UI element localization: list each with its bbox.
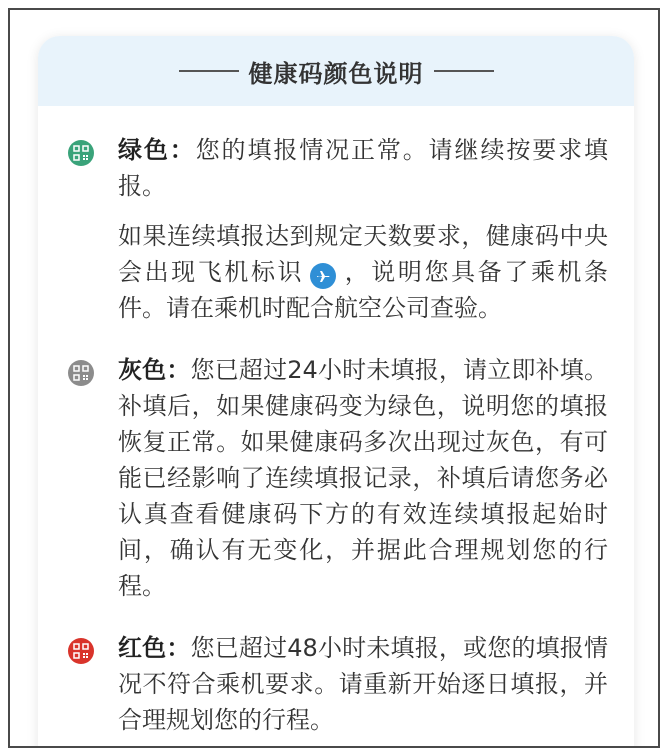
health-code-info-card	[38, 36, 634, 748]
green-extra-before: 如果连续填报达到规定天数要求，健康码中央会出现飞机标识	[118, 222, 608, 286]
qr-code-icon	[68, 360, 94, 386]
gray-description: 您已超过24小时未填报，请立即补填。补填后，如果健康码变为绿色，说明您的填报恢复正常。如果健康码多次出现过灰色，有可能已经影响了连续填报记录，补填后请您务必认真查看健康码下方的有效连续填报起始时间，确认有无变化，并据此合理规划您的行程。	[118, 356, 608, 600]
label-red: 红色：	[118, 634, 191, 662]
qr-code-icon	[68, 140, 94, 166]
qr-code-icon	[68, 638, 94, 664]
airplane-icon	[310, 263, 336, 289]
section-green-text	[118, 132, 608, 204]
green-extra-after: ，说明您具备了乘机条件。请在乘机时配合航空公司查验。	[118, 258, 609, 322]
label-green: 绿色：	[118, 136, 196, 164]
section-red-text	[118, 630, 608, 738]
card-header	[38, 36, 634, 106]
header-left-dash	[179, 70, 239, 72]
header-right-dash	[434, 70, 494, 72]
screenshot-frame	[8, 8, 660, 748]
section-gray	[38, 352, 634, 604]
section-green	[38, 132, 634, 326]
green-description: 您的填报情况正常。请继续按要求填报。	[118, 136, 609, 200]
green-extra-text	[118, 218, 608, 326]
label-gray: 灰色：	[118, 356, 191, 384]
card-title: 健康码颜色说明	[248, 59, 424, 88]
section-gray-text	[118, 352, 608, 604]
red-description: 您已超过48小时未填报，或您的填报情况不符合乘机要求。请重新开始逐日填报，并合理规划您的行程。	[118, 634, 608, 734]
section-red	[38, 630, 634, 738]
